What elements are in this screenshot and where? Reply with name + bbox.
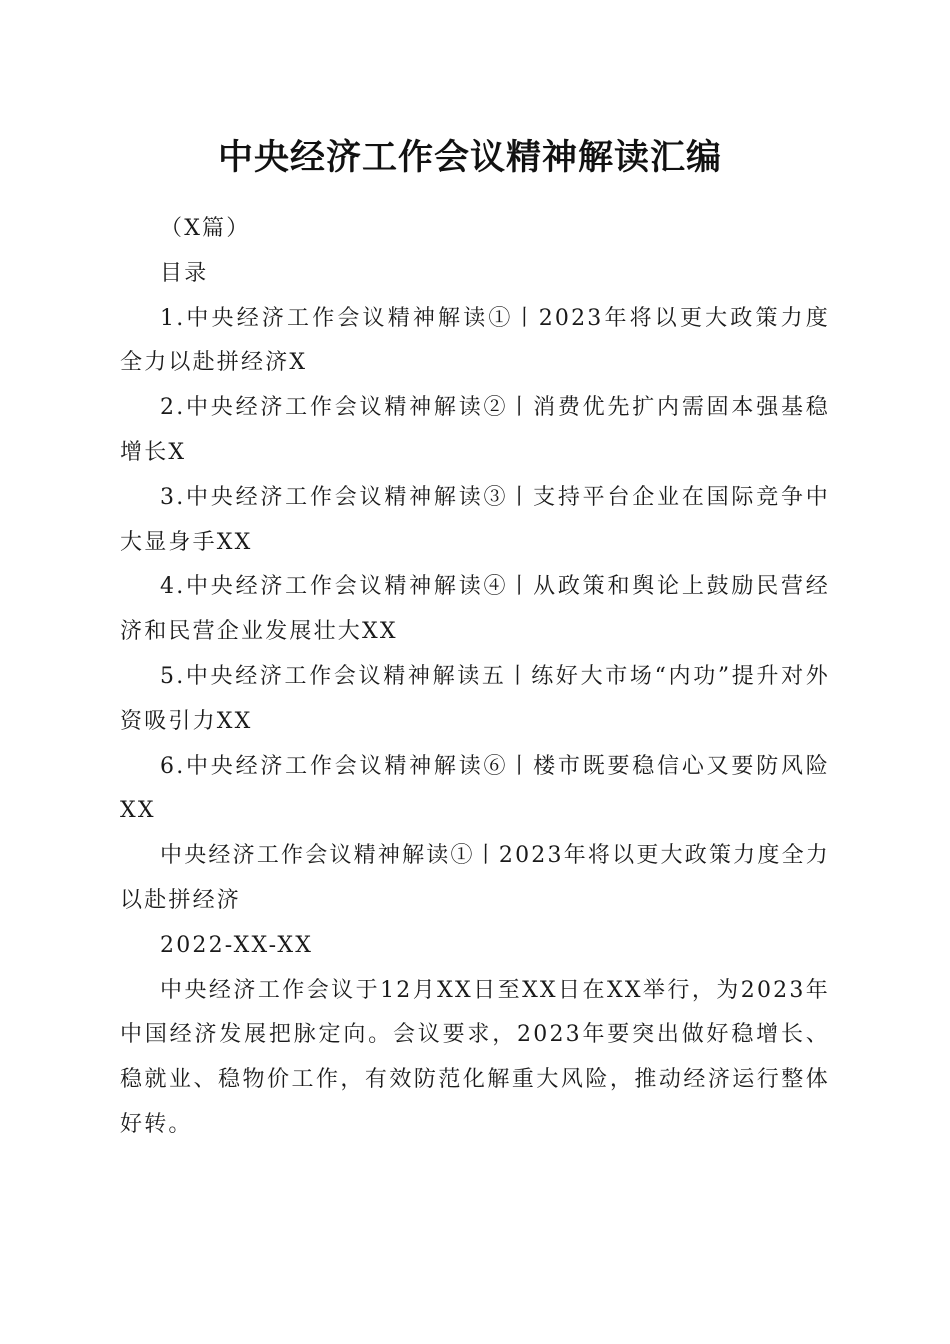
toc-heading: 目录 — [160, 260, 209, 286]
toc-item-6: 6.中央经济工作会议精神解读⑥丨楼市既要稳信心又要防风险XX — [120, 753, 830, 824]
toc-item-3: 3.中央经济工作会议精神解读③丨支持平台企业在国际竞争中大显身手XX — [120, 484, 830, 555]
count-note: （X篇） — [160, 216, 251, 241]
article-date: 2022-XX-XX — [160, 932, 314, 958]
toc-item-5: 5.中央经济工作会议精神解读五丨练好大市场“内功”提升对外资吸引力XX — [120, 663, 830, 734]
toc-item-4: 4.中央经济工作会议精神解读④丨从政策和舆论上鼓励民营经济和民营企业发展壮大XX — [120, 574, 830, 645]
article-paragraph: 中央经济工作会议于12月XX日至XX日在XX举行，为2023年中国经济发展把脉定向。会议要求，2023年要突出做好稳增长、稳就业、稳物价工作，有效防范化解重大风险，推动经济运行整体好转。 — [120, 977, 830, 1137]
toc-item-2: 2.中央经济工作会议精神解读②丨消费优先扩内需固本强基稳增长X — [120, 395, 830, 465]
document-title: 中央经济工作会议精神解读汇编 — [217, 137, 722, 178]
toc-item-1: 1.中央经济工作会议精神解读①丨2023年将以更大政策力度全力以赴拼经济X — [120, 305, 830, 376]
article-heading: 中央经济工作会议精神解读①丨2023年将以更大政策力度全力以赴拼经济 — [120, 843, 830, 913]
document-body — [120, 207, 830, 1148]
